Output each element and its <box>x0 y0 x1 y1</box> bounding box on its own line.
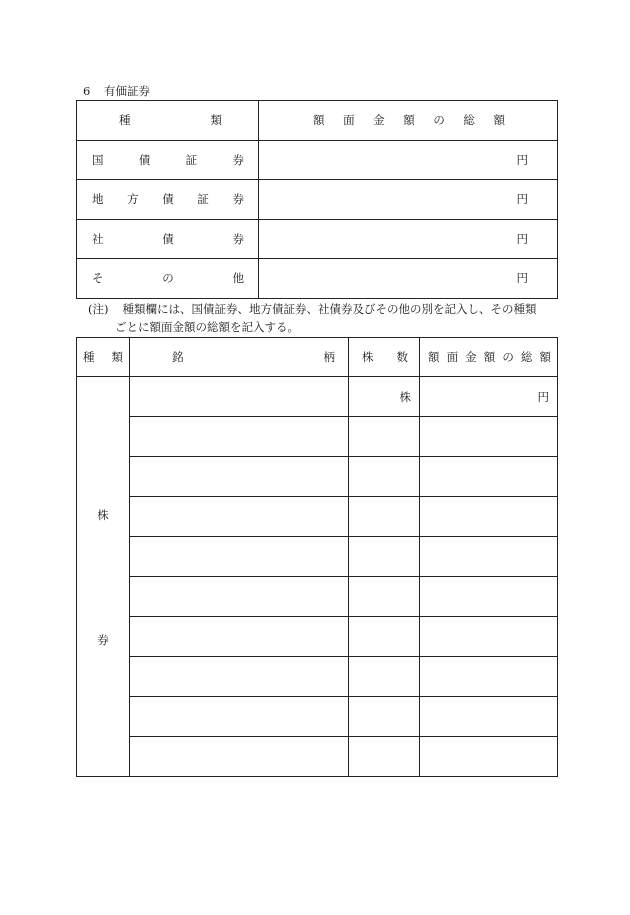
char: 総 <box>463 113 475 128</box>
stock-amount-cell[interactable] <box>420 537 558 577</box>
spread-text <box>130 349 348 365</box>
spread-text <box>77 152 258 168</box>
char: 地 <box>92 192 104 207</box>
table1-row-amount[interactable] <box>259 259 558 299</box>
table2-header-row <box>77 338 558 377</box>
char: 証 <box>197 192 209 207</box>
char: 額 <box>483 350 496 364</box>
table2-row <box>77 577 558 617</box>
stock-amount-cell[interactable] <box>420 617 558 657</box>
char: 方 <box>127 192 139 207</box>
note-line-2: ごとに額面金額の総額を記入する。 <box>115 320 299 334</box>
table1-header-type <box>77 101 259 141</box>
table1-row-amount[interactable] <box>259 219 558 259</box>
table2-row <box>77 537 558 577</box>
stock-shares-cell[interactable] <box>349 737 420 777</box>
stock-amount-cell[interactable] <box>420 457 558 497</box>
table1-row <box>77 259 558 299</box>
char: 類 <box>111 350 123 364</box>
char: 他 <box>232 271 244 286</box>
yen-unit: 円 <box>537 389 549 404</box>
spread-text <box>77 112 258 128</box>
char: 国 <box>92 152 104 167</box>
table1-row-label <box>77 180 259 220</box>
char: 銘 <box>172 350 184 364</box>
stock-shares-cell[interactable] <box>349 377 420 417</box>
char: の <box>162 271 174 286</box>
char: 社 <box>92 231 104 246</box>
stock-name-cell[interactable] <box>130 617 349 657</box>
char: 額 <box>539 350 551 364</box>
char: 証 <box>185 152 198 167</box>
stock-type-cell <box>77 377 130 777</box>
char: 数 <box>396 350 408 364</box>
char: 面 <box>446 350 459 364</box>
char: 柄 <box>323 350 335 364</box>
char: 債 <box>162 231 174 246</box>
char: の <box>502 350 514 364</box>
char: 額 <box>428 350 440 364</box>
table2-row <box>77 417 558 457</box>
note-text-1: 種類欄には、国債証券、地方債証券、社債券及びその他の別を記入し、その種類 <box>122 302 537 316</box>
stock-amount-cell[interactable] <box>420 577 558 617</box>
char: の <box>433 113 445 128</box>
char: 額 <box>493 113 505 128</box>
spread-text <box>420 349 557 365</box>
char: 面 <box>343 113 355 128</box>
table1-row-amount[interactable] <box>259 180 558 220</box>
char: 金 <box>465 350 477 364</box>
stocks-table <box>76 337 558 777</box>
char: 株 <box>362 350 374 364</box>
yen-unit: 円 <box>516 152 528 167</box>
stock-shares-cell[interactable] <box>349 497 420 537</box>
stock-name-cell[interactable] <box>130 497 349 537</box>
stock-amount-cell[interactable] <box>420 497 558 537</box>
stock-name-cell[interactable] <box>130 537 349 577</box>
char: 総 <box>520 350 533 364</box>
stock-name-cell[interactable] <box>130 657 349 697</box>
stock-name-cell[interactable] <box>130 577 349 617</box>
table2-row <box>77 737 558 777</box>
stock-shares-cell[interactable] <box>349 457 420 497</box>
note-line-1 <box>88 300 558 318</box>
stock-name-cell[interactable] <box>130 457 349 497</box>
spread-text <box>349 349 419 365</box>
spread-text <box>77 231 258 247</box>
securities-summary-table <box>76 100 558 299</box>
spread-text <box>77 349 129 365</box>
table2-row <box>77 617 558 657</box>
spread-text <box>259 112 557 128</box>
char: そ <box>92 271 104 286</box>
stock-shares-cell[interactable] <box>349 417 420 457</box>
stock-name-cell[interactable] <box>130 737 349 777</box>
table1-row <box>77 219 558 259</box>
stock-name-cell[interactable] <box>130 697 349 737</box>
stock-amount-cell[interactable] <box>420 737 558 777</box>
table2-header-shares <box>349 338 420 377</box>
table1-row-amount[interactable] <box>259 140 558 180</box>
section-number: 6 <box>83 84 91 98</box>
stock-label-bottom: 券 <box>97 633 109 647</box>
char: 種 <box>119 113 131 128</box>
spread-text <box>77 191 258 207</box>
table1-row-label <box>77 219 259 259</box>
char: 種 <box>83 350 95 364</box>
spread-text <box>77 270 258 286</box>
char: 金 <box>373 113 385 128</box>
stock-amount-cell[interactable] <box>420 377 558 417</box>
table2-row <box>77 377 558 417</box>
stock-shares-cell[interactable] <box>349 697 420 737</box>
table2-header-name <box>130 338 349 377</box>
stock-shares-cell[interactable] <box>349 617 420 657</box>
table2-header-type <box>77 338 130 377</box>
table1-row-label <box>77 140 259 180</box>
stock-name-cell[interactable] <box>130 377 349 417</box>
table2-row <box>77 497 558 537</box>
yen-unit: 円 <box>516 271 528 286</box>
stock-shares-cell[interactable] <box>349 537 420 577</box>
note-mark: (注) <box>88 302 109 316</box>
char: 類 <box>210 113 222 128</box>
stock-shares-cell[interactable] <box>349 657 420 697</box>
stock-name-cell[interactable] <box>130 417 349 457</box>
char: 券 <box>232 192 244 207</box>
note <box>88 300 558 336</box>
table2-row <box>77 657 558 697</box>
yen-unit: 円 <box>516 192 528 207</box>
stock-amount-cell[interactable] <box>420 697 558 737</box>
stock-shares-cell[interactable] <box>349 577 420 617</box>
table1-header-row <box>77 101 558 141</box>
section-title <box>83 84 150 98</box>
table1-row <box>77 180 558 220</box>
table1-row-label <box>77 259 259 299</box>
yen-unit: 円 <box>516 231 528 246</box>
char: 額 <box>403 113 415 128</box>
char: 債 <box>162 192 174 207</box>
table2-row <box>77 457 558 497</box>
shares-unit: 株 <box>399 389 411 404</box>
stock-amount-cell[interactable] <box>420 417 558 457</box>
char: 債 <box>138 152 151 167</box>
char: 額 <box>313 113 325 128</box>
char: 券 <box>232 152 244 167</box>
table1-row <box>77 140 558 180</box>
section-title-text: 有価証券 <box>103 84 150 98</box>
stock-amount-cell[interactable] <box>420 657 558 697</box>
table2-row <box>77 697 558 737</box>
stock-label-top: 株 <box>97 508 109 522</box>
table1-header-amount <box>259 101 558 141</box>
table2-header-amount <box>420 338 558 377</box>
char: 券 <box>232 231 244 246</box>
